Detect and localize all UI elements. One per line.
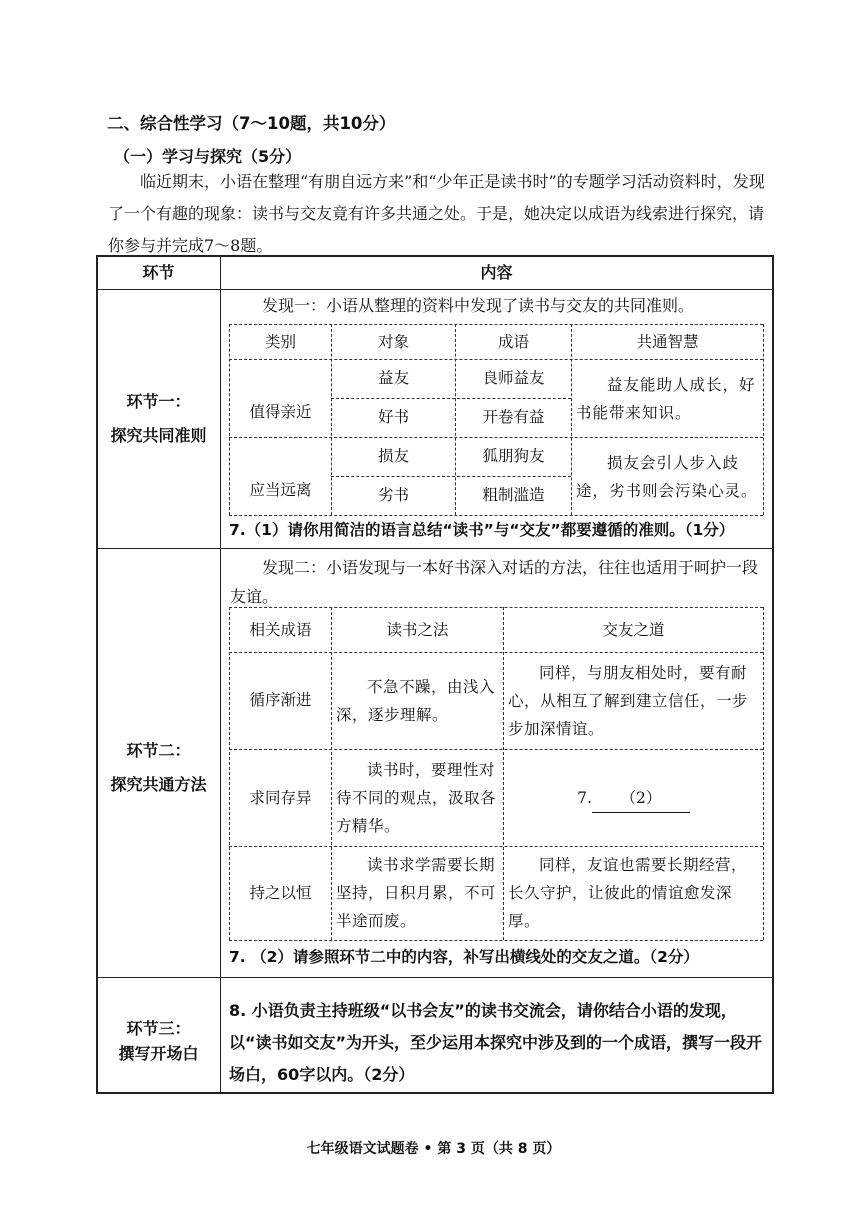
inner2-line bbox=[229, 940, 763, 941]
idiom-cell: 狐朋狗友 bbox=[482, 447, 545, 465]
inner2-header-reading: 读书之法 bbox=[386, 621, 449, 639]
object-cell: 劣书 bbox=[377, 486, 409, 504]
inner1-header-category: 类别 bbox=[264, 333, 296, 351]
table-border-bottom bbox=[96, 1092, 774, 1094]
step2-label-line1: 环节二： bbox=[126, 741, 191, 760]
inner2-line bbox=[229, 749, 763, 750]
idiom-cell: 粗制滥造 bbox=[482, 486, 545, 504]
inner2-line bbox=[331, 607, 332, 940]
idiom-cell: 持之以恒 bbox=[249, 884, 312, 902]
category-cell: 值得亲近 bbox=[249, 403, 312, 421]
object-cell: 益友 bbox=[377, 369, 409, 387]
inner2-line bbox=[229, 607, 763, 608]
step1-label-line2: 探究共同准则 bbox=[110, 426, 207, 445]
idiom-cell: 良师益友 bbox=[482, 369, 545, 387]
intro-paragraph: 临近期末，小语在整理“有朋自远方来”和“少年正是读书时”的专题学习活动资料时，发现了一个有趣的现象：读书与交友竟有许多共通之处。于是，她决定以成语为线索进行探究，请你参与并完成7～8题。 bbox=[108, 172, 765, 255]
step1-discovery: 发现一：小语从整理的资料中发现了读书与交友的共同准则。 bbox=[262, 296, 695, 315]
step2-discovery: 发现二：小语发现与一本好书深入对话的方法，往往也适用于呵护一段友谊。 bbox=[230, 558, 759, 606]
inner2-line bbox=[229, 846, 763, 847]
question-7-2: 7. （2）请参照环节二中的内容，补写出横线处的交友之道。（2分） bbox=[229, 948, 699, 966]
blank-line: （2） bbox=[592, 784, 690, 813]
wisdom-cell: 损友会引人步入歧途，劣书则会污染心灵。 bbox=[576, 454, 758, 500]
inner1-line bbox=[229, 359, 763, 360]
question-number: 7. bbox=[577, 789, 592, 807]
table-column-divider bbox=[220, 255, 221, 1094]
header-step: 环节 bbox=[142, 263, 175, 282]
section-title: 二、综合性学习（7～10题，共10分） bbox=[107, 114, 396, 133]
question-8: 8. 小语负责主持班级“以书会友”的读书交流会，请你结合小语的发现，以“读书如交友”为开头，至少运用本探究中涉及到的一个成语，撰写一段开场白，60字以内。（2分） bbox=[229, 1001, 763, 1084]
question-7-1: 7.（1）请你用简洁的语言总结“读书”与“交友”都要遵循的准则。（1分） bbox=[229, 521, 735, 539]
friendship-cell: 同样，友谊也需要长期经营，长久守护，让彼此的情谊愈发深厚。 bbox=[508, 856, 748, 930]
idiom-cell: 求同存异 bbox=[249, 789, 312, 807]
table-row-divider bbox=[96, 548, 774, 549]
inner1-header-idiom: 成语 bbox=[497, 333, 529, 351]
page-footer: 七年级语文试题卷 • 第 3 页（共 8 页） bbox=[306, 1141, 561, 1157]
object-cell: 好书 bbox=[377, 408, 409, 426]
section-subtitle: （一）学习与探究（5分） bbox=[114, 147, 302, 166]
friendship-answer-blank bbox=[504, 784, 763, 813]
inner2-header-idiom: 相关成语 bbox=[249, 621, 312, 639]
inner1-header-object: 对象 bbox=[377, 333, 409, 351]
inner1-line bbox=[229, 515, 763, 516]
table-border-left bbox=[96, 255, 98, 1094]
inner1-line bbox=[229, 437, 763, 438]
reading-cell: 读书时，要理性对待不同的观点，汲取各方精华。 bbox=[336, 761, 497, 835]
inner2-header-friendship: 交友之道 bbox=[602, 621, 665, 639]
step3-label-line2: 撰写开场白 bbox=[118, 1044, 199, 1063]
category-cell: 应当远离 bbox=[249, 481, 312, 499]
reading-cell: 不急不躁，由浅入深，逐步理解。 bbox=[336, 678, 496, 724]
header-content: 内容 bbox=[480, 263, 513, 282]
idiom-cell: 开卷有益 bbox=[482, 408, 545, 426]
inner1-line bbox=[763, 324, 764, 515]
step3-label-line1: 环节三： bbox=[126, 1019, 191, 1038]
table-border-right bbox=[772, 255, 774, 1094]
step1-label-line1: 环节一： bbox=[126, 392, 191, 411]
inner1-line bbox=[331, 398, 571, 399]
inner2-line bbox=[763, 607, 764, 940]
object-cell: 损友 bbox=[377, 447, 409, 465]
inner1-line bbox=[229, 324, 763, 325]
inner2-line bbox=[229, 652, 763, 653]
table-row-divider bbox=[96, 977, 774, 978]
friendship-cell: 同样，与朋友相处时，要有耐心，从相互了解到建立信任，一步步加深情谊。 bbox=[508, 664, 749, 738]
wisdom-cell: 益友能助人成长，好书能带来知识。 bbox=[576, 376, 756, 422]
inner1-line bbox=[331, 476, 571, 477]
inner1-header-wisdom: 共通智慧 bbox=[636, 333, 699, 351]
idiom-cell: 循序渐进 bbox=[249, 691, 312, 709]
step2-label-line2: 探究共通方法 bbox=[110, 775, 207, 794]
reading-cell: 读书求学需要长期坚持，日积月累，不可半途而废。 bbox=[336, 856, 497, 930]
inner2-line bbox=[503, 607, 504, 940]
